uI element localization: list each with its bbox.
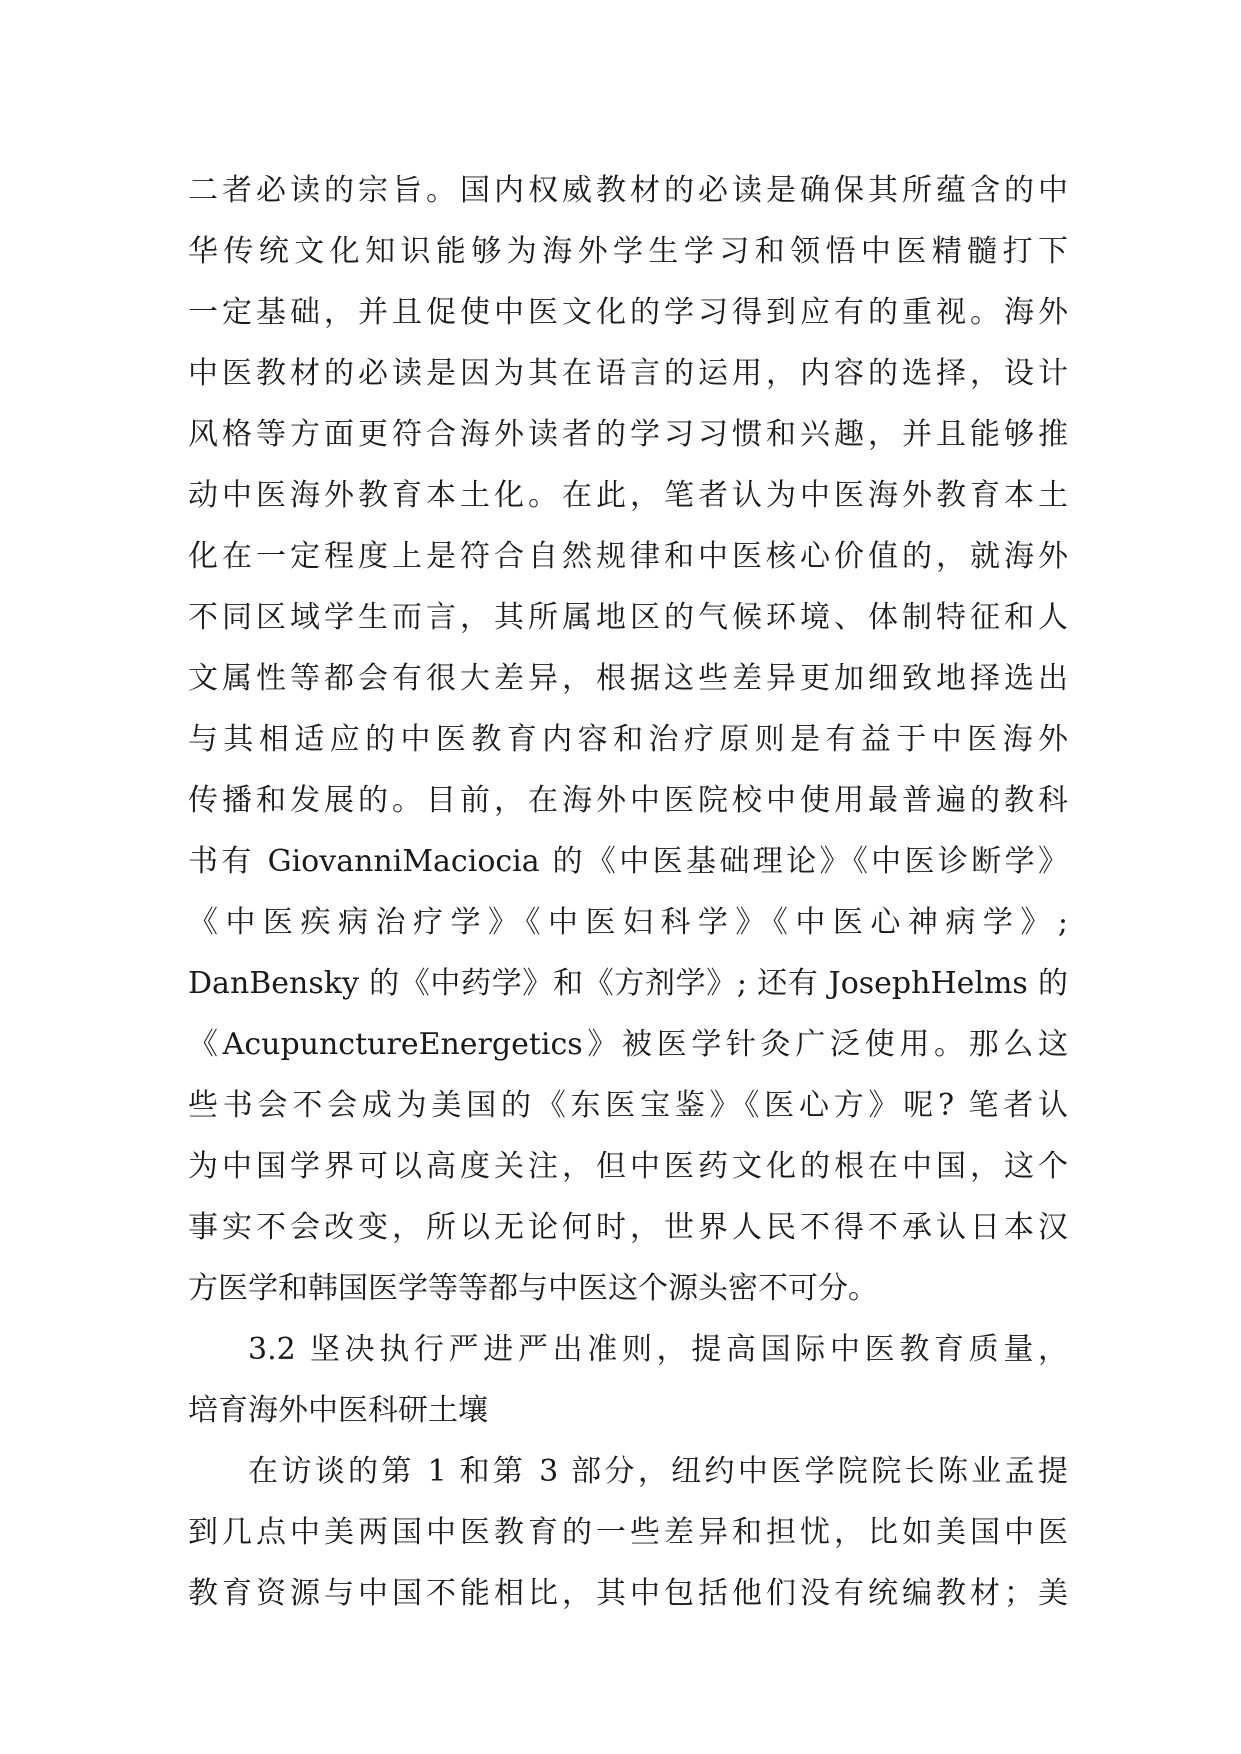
text-line: 事实不会改变，所以无论何时，世界人民不得不承认日本汉 (188, 1210, 1068, 1245)
text-line: DanBensky 的《中药学》和《方剂学》; 还有 JosephHelms 的 (188, 966, 1068, 1001)
text-line: 些书会不会成为美国的《东医宝鉴》《医心方》呢? 笔者认 (188, 1088, 1068, 1123)
text-line: 化在一定程度上是符合自然规律和中医核心价值的，就海外 (188, 539, 1068, 574)
text-line: 风格等方面更符合海外读者的学习习惯和兴趣，并且能够推 (188, 417, 1068, 452)
text-line: 与其相适应的中医教育内容和治疗原则是有益于中医海外 (188, 722, 1068, 757)
text-line: 一定基础，并且促使中医文化的学习得到应有的重视。海外 (188, 295, 1068, 330)
text-line: 中医教材的必读是因为其在语言的运用，内容的选择，设计 (188, 356, 1068, 391)
text-line: 传播和发展的。目前，在海外中医院校中使用最普遍的教科 (188, 783, 1068, 818)
section-heading-line: 3.2 坚决执行严进严出准则，提高国际中医教育质量， (248, 1332, 1068, 1367)
text-line: 文属性等都会有很大差异，根据这些差异更加细致地择选出 (188, 661, 1068, 696)
text-line: 二者必读的宗旨。国内权威教材的必读是确保其所蕴含的中 (188, 173, 1068, 208)
text-line: 为中国学界可以高度关注，但中医药文化的根在中国，这个 (188, 1149, 1068, 1184)
text-line: 书有 GiovanniMaciocia 的《中医基础理论》《中医诊断学》 (188, 844, 1068, 879)
paragraph-end-line: 方医学和韩国医学等等都与中医这个源头密不可分。 (188, 1271, 878, 1306)
text-line: 《中医疾病治疗学》《中医妇科学》《中医心神病学》; (188, 905, 1068, 940)
text-line: 动中医海外教育本土化。在此，笔者认为中医海外教育本土 (188, 478, 1068, 513)
paragraph-first-line: 在访谈的第 1 和第 3 部分，纽约中医学院院长陈业孟提 (248, 1454, 1068, 1489)
text-line: 到几点中美两国中医教育的一些差异和担忧，比如美国中医 (188, 1515, 1068, 1550)
text-line: 教育资源与中国不能相比，其中包括他们没有统编教材；美 (188, 1576, 1068, 1611)
text-line: 《AcupunctureEnergetics》被医学针灸广泛使用。那么这 (188, 1027, 1068, 1062)
section-heading-line: 培育海外中医科研土壤 (188, 1393, 488, 1428)
text-line: 不同区域学生而言，其所属地区的气候环境、体制特征和人 (188, 600, 1068, 635)
text-line: 华传统文化知识能够为海外学生学习和领悟中医精髓打下 (188, 234, 1068, 269)
